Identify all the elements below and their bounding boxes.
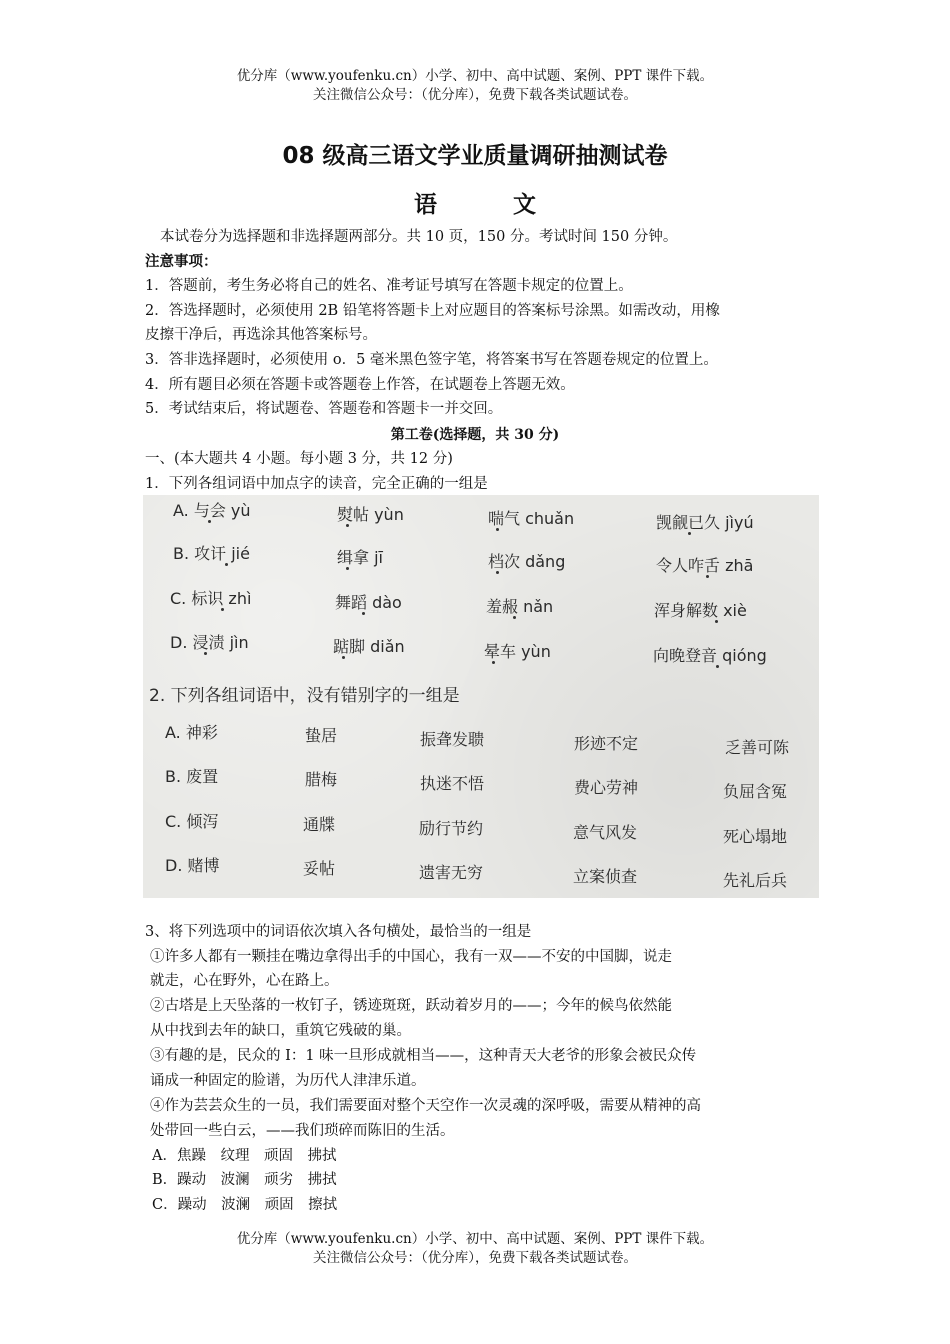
q2-option-d-5: 先礼后兵 — [723, 871, 788, 890]
q1-option-d-4: 向晚登音 qióng — [653, 646, 767, 665]
question-2-stem: 2. 下列各组词语中，没有错别字的一组是 — [149, 686, 460, 706]
notice-item: 1．答题前，考生务必将自己的姓名、准考证号填写在答题卡规定的位置上。 — [145, 278, 633, 294]
section-title: 第工卷(选择题，共 30 分) — [390, 427, 560, 443]
notice-item: 2．答选择题时，必须使用 2B 铅笔将答题卡上对应题目的答案标号涂黑。如需改动，用橡 — [145, 303, 720, 319]
q2-option-a-1: A. 神彩 — [165, 723, 218, 742]
q1-option-b-4: 令人咋舌 zhā — [656, 556, 754, 575]
q1-option-b-3: 档次 dǎng — [488, 552, 566, 571]
q2-option-a-4: 形迹不定 — [574, 734, 639, 753]
header-line-1: 优分库（www.youfenku.cn）小学、初中、高中试题、案例、PPT 课件下载。 — [236, 68, 714, 84]
q1-option-d-1: D. 浸渍 jìn — [170, 633, 249, 652]
q3-option-a: A．焦躁 纹理 顽固 拂拭 — [152, 1148, 337, 1164]
q3-line: ③有趣的是，民众的 I：1 味一旦形成就相当——，这种青天大老爷的形象会被民众传 — [150, 1048, 697, 1064]
q3-line: ①许多人都有一颗挂在嘴边拿得出手的中国心，我有一双——不安的中国脚，说走 — [150, 949, 672, 965]
footer-line-2: 关注微信公众号：（优分库），免费下载各类试题试卷。 — [313, 1250, 637, 1266]
header-line-2: 关注微信公众号：（优分库），免费下载各类试题试卷。 — [313, 87, 637, 103]
q2-option-d-4: 立案侦查 — [573, 867, 638, 886]
q3-option-c: C．躁动 波澜 顽固 擦拭 — [152, 1197, 338, 1213]
q3-line: ②古塔是上天坠落的一枚钉子，锈迹斑斑，跃动着岁月的——；今年的候鸟依然能 — [150, 998, 672, 1014]
q1-option-c-1: C. 标识 zhì — [170, 589, 252, 608]
q3-line: ④作为芸芸众生的一员，我们需要面对整个天空作一次灵魂的深呼吸，需要从精神的高 — [150, 1098, 701, 1114]
q2-option-d-3: 遗害无穷 — [419, 863, 484, 882]
q3-line: 处带回一些白云，——我们琐碎而陈旧的生活。 — [150, 1123, 455, 1139]
q1-option-a-2: 熨帖 yùn — [337, 505, 404, 524]
intro-text: 本试卷分为选择题和非选择题两部分。共 10 页，150 分。考试时间 150 分钟。 — [160, 229, 678, 245]
q2-option-a-5: 乏善可陈 — [725, 738, 790, 757]
page-title: 08 级高三语文学业质量调研抽测试卷 — [282, 143, 668, 169]
q3-line: 诵成一种固定的脸谱，为历代人津津乐道。 — [150, 1073, 426, 1089]
q2-option-a-3: 振聋发聩 — [420, 730, 485, 749]
q2-option-c-5: 死心塌地 — [723, 827, 788, 846]
footer-line-1: 优分库（www.youfenku.cn）小学、初中、高中试题、案例、PPT 课件下载。 — [236, 1231, 714, 1247]
question-3-stem: 3、将下列选项中的词语依次填入各句横处，最恰当的一组是 — [145, 924, 532, 940]
q3-line: 从中找到去年的缺口，重筑它残破的巢。 — [150, 1023, 411, 1039]
q2-option-b-1: B. 废置 — [165, 767, 219, 786]
q1-option-b-1: B. 攻讦 jié — [173, 544, 250, 563]
q1-option-b-2: 缉拿 jī — [337, 548, 383, 567]
subject-char-2: 文 — [513, 192, 536, 218]
q1-option-a-4: 觊觎已久 jìyú — [656, 513, 754, 532]
q1-option-d-3: 晕车 yùn — [484, 642, 551, 661]
q2-option-c-1: C. 倾泻 — [165, 812, 219, 831]
q3-line: 就走，心在野外，心在路上。 — [150, 973, 339, 989]
q2-option-b-3: 执迷不悟 — [420, 774, 485, 793]
q2-option-b-5: 负屈含冤 — [723, 782, 788, 801]
q1-option-a-1: A. 与会 yù — [173, 501, 251, 520]
question-1-stem: 1．下列各组词语中加点字的读音，完全正确的一组是 — [145, 476, 488, 492]
q1-option-c-3: 羞赧 nǎn — [486, 597, 554, 616]
q2-option-c-4: 意气风发 — [573, 823, 638, 842]
q2-option-d-2: 妥帖 — [303, 859, 336, 878]
q1-option-a-3: 喘气 chuǎn — [488, 509, 575, 528]
part1-heading: 一、(本大题共 4 小题。每小题 3 分，共 12 分) — [145, 451, 453, 467]
q2-option-a-2: 蛰居 — [305, 726, 338, 745]
q3-option-b: B．躁动 波澜 顽劣 拂拭 — [152, 1172, 337, 1188]
q2-option-d-1: D. 赌博 — [165, 856, 220, 875]
q2-option-c-3: 励行节约 — [419, 819, 484, 838]
scanned-question-image — [143, 495, 819, 898]
q2-option-c-2: 通牒 — [303, 815, 336, 834]
q1-option-d-2: 踮脚 diǎn — [333, 637, 405, 656]
subject-char-1: 语 — [414, 192, 437, 218]
notice-heading: 注意事项： — [145, 253, 218, 270]
notice-item: 5．考试结束后，将试题卷、答题卷和答题卡一并交回。 — [145, 401, 503, 417]
q1-option-c-2: 舞蹈 dào — [335, 593, 402, 612]
subject-title — [0, 186, 950, 219]
notice-item: 皮擦干净后，再选涂其他答案标号。 — [145, 327, 377, 343]
q2-option-b-4: 费心劳神 — [574, 778, 639, 797]
notice-item: 4．所有题目必须在答题卡或答题卷上作答，在试题卷上答题无效。 — [145, 377, 575, 393]
notice-item: 3．答非选择题时，必须使用 o．5 毫米黑色签字笔，将答案书写在答题卷规定的位置上。 — [145, 352, 718, 368]
q2-option-b-2: 腊梅 — [305, 770, 338, 789]
q1-option-c-4: 浑身解数 xiè — [654, 601, 747, 620]
